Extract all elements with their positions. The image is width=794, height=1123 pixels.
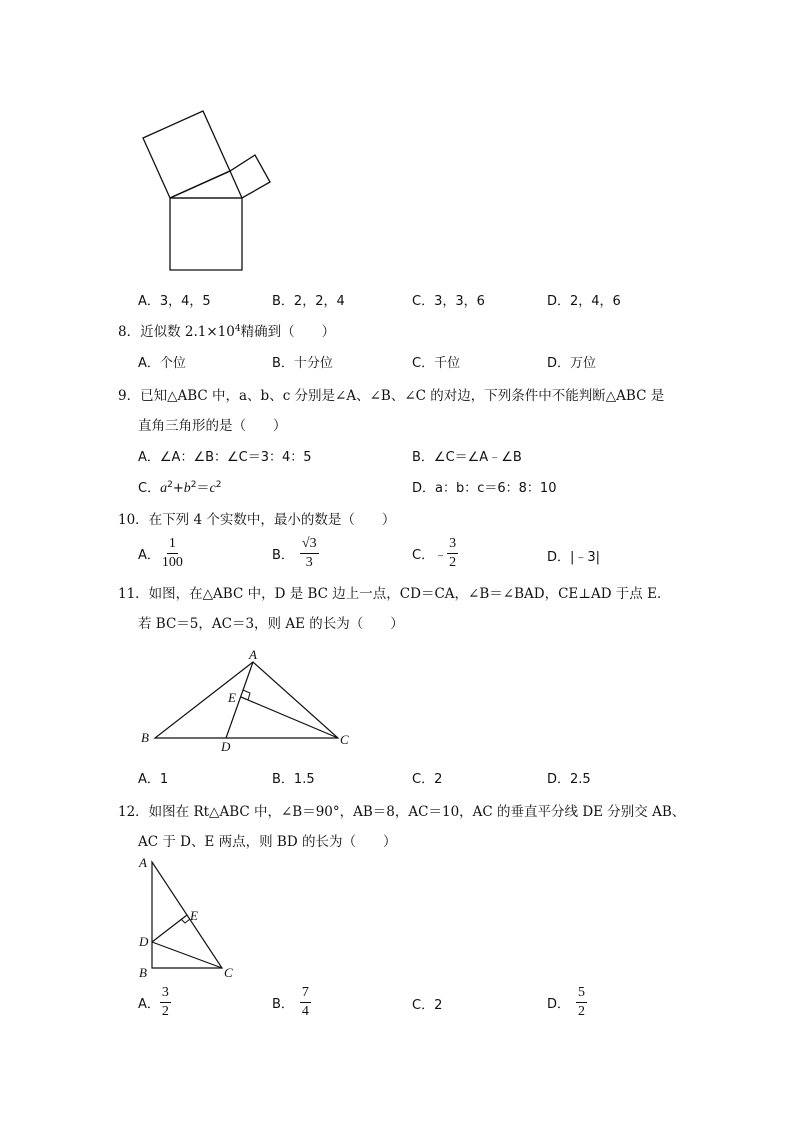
q11-stem-line2: 若 BC＝5，AC＝3，则 AE 的长为（ ） <box>138 616 404 632</box>
label-e: E <box>228 690 236 705</box>
q8-option-d[interactable]: D．万位 <box>547 356 597 371</box>
q9-option-a[interactable]: A．∠A：∠B：∠C＝3：4：5 <box>138 450 312 465</box>
q7-squares-figure <box>138 100 278 275</box>
q12-option-b-fraction <box>300 986 311 1019</box>
q12-option-c[interactable]: C．2 <box>412 998 443 1013</box>
q7-option-c[interactable]: C．3，3，6 <box>412 294 485 309</box>
q12-right-triangle-figure <box>135 852 245 982</box>
numerator: 3 <box>160 986 171 1003</box>
denominator: 3 <box>305 555 313 570</box>
q12-option-a-label: A． <box>138 997 160 1012</box>
label-a: A <box>249 647 257 662</box>
q12-option-a-fraction <box>160 986 171 1019</box>
q11-option-c[interactable]: C．2 <box>412 772 443 787</box>
q8-stem-prefix: 8．近似数 2.1×10 <box>118 324 235 340</box>
q12-option-d-label: D． <box>547 997 571 1012</box>
q9-option-b[interactable]: B．∠C＝∠A﹣∠B <box>412 450 522 465</box>
denominator: 100 <box>161 555 183 570</box>
q12-stem-line2: AC 于 D、E 两点，则 BD 的长为（ ） <box>138 834 397 850</box>
q10-option-c-sign: ﹣ <box>434 548 448 563</box>
q11-option-a[interactable]: A．1 <box>138 772 169 787</box>
label-d: D <box>139 934 149 949</box>
q9-option-c-label: C． <box>138 481 161 496</box>
q9-exp-c: 2 <box>215 480 222 490</box>
q9-stem-line2: 直角三角形的是（ ） <box>138 418 287 434</box>
numerator: 7 <box>300 986 311 1003</box>
segment-dc <box>152 942 222 968</box>
q10-option-a-fraction <box>160 537 185 570</box>
denominator: 2 <box>578 1004 586 1019</box>
q11-stem-line1: 11．如图，在△ABC 中，D 是 BC 边上一点，CD＝CA，∠B＝∠BAD，CE⊥AD 于点 E． <box>118 586 671 602</box>
q9-var-a: a <box>160 481 168 496</box>
q10-stem: 10．在下列 4 个实数中，最小的数是（ ） <box>118 512 396 528</box>
label-b: B <box>139 965 147 980</box>
q10-option-a-label: A． <box>138 548 160 563</box>
denominator: 2 <box>449 555 457 570</box>
q11-option-d[interactable]: D．2.5 <box>547 772 591 787</box>
q8-option-a[interactable]: A．个位 <box>138 356 186 371</box>
q9-exp-a: 2 <box>167 480 173 490</box>
label-b: B <box>141 730 149 745</box>
label-c: C <box>340 732 349 747</box>
q9-plus: + <box>172 481 184 496</box>
bottom-square <box>170 198 242 270</box>
q12-option-b-label: B． <box>272 997 294 1012</box>
label-d: D <box>221 739 231 754</box>
q7-option-b[interactable]: B．2，2，4 <box>272 294 345 309</box>
denominator: 2 <box>161 1004 169 1019</box>
q10-option-b-fraction <box>300 537 319 570</box>
q12-option-b[interactable] <box>272 986 311 1019</box>
q9-var-c: c <box>209 481 216 496</box>
q9-equals: ＝ <box>196 481 210 496</box>
q11-option-b[interactable]: B．1.5 <box>272 772 315 787</box>
q7-option-d[interactable]: D．2，4，6 <box>547 294 621 309</box>
numerator: √3 <box>300 537 319 554</box>
q10-option-b[interactable] <box>272 537 319 570</box>
right-angle-mark <box>181 919 190 923</box>
label-c: C <box>224 965 233 980</box>
q9-option-c[interactable] <box>138 477 221 497</box>
q8-stem-suffix: 精确到（ ） <box>240 324 336 340</box>
q8-stem <box>118 320 335 340</box>
label-a: A <box>139 855 147 870</box>
q9-var-b: b <box>183 481 191 496</box>
q10-option-d[interactable]: D．|﹣3| <box>547 550 601 565</box>
numerator: 1 <box>167 537 178 554</box>
q10-option-c[interactable] <box>412 537 458 570</box>
q12-option-d-fraction <box>576 986 587 1019</box>
q9-stem-line1: 9．已知△ABC 中，a、b、c 分别是∠A、∠B、∠C 的对边，下列条件中不能判断△ABC 是 <box>118 388 665 404</box>
q12-stem-line1: 12．如图在 Rt△ABC 中，∠B＝90°，AB＝8，AC＝10，AC 的垂直平分线 DE 分别交 AB、 <box>118 804 686 820</box>
label-e: E <box>190 908 198 923</box>
numerator: 5 <box>576 986 587 1003</box>
q11-triangle-figure <box>138 645 358 755</box>
square-inner-edge <box>230 171 242 198</box>
q10-option-b-label: B． <box>272 548 294 563</box>
numerator: 3 <box>447 537 458 554</box>
q9-option-d[interactable]: D．a：b：c＝6：8：10 <box>412 481 557 496</box>
q10-option-c-fraction <box>447 537 458 570</box>
denominator: 4 <box>301 1004 309 1019</box>
q10-option-c-label: C． <box>412 548 435 563</box>
q9-exp-b: 2 <box>190 480 197 490</box>
q12-option-d[interactable] <box>547 986 587 1019</box>
upper-left-square <box>143 111 230 198</box>
q10-option-a[interactable] <box>138 537 185 570</box>
q8-option-c[interactable]: C．千位 <box>412 356 461 371</box>
right-square <box>170 155 270 198</box>
q8-option-b[interactable]: B．十分位 <box>272 356 333 371</box>
q12-option-a[interactable] <box>138 986 171 1019</box>
q7-option-a[interactable]: A．3，4，5 <box>138 294 211 309</box>
segment-ce <box>241 697 338 738</box>
q8-exponent: 4 <box>234 324 241 334</box>
